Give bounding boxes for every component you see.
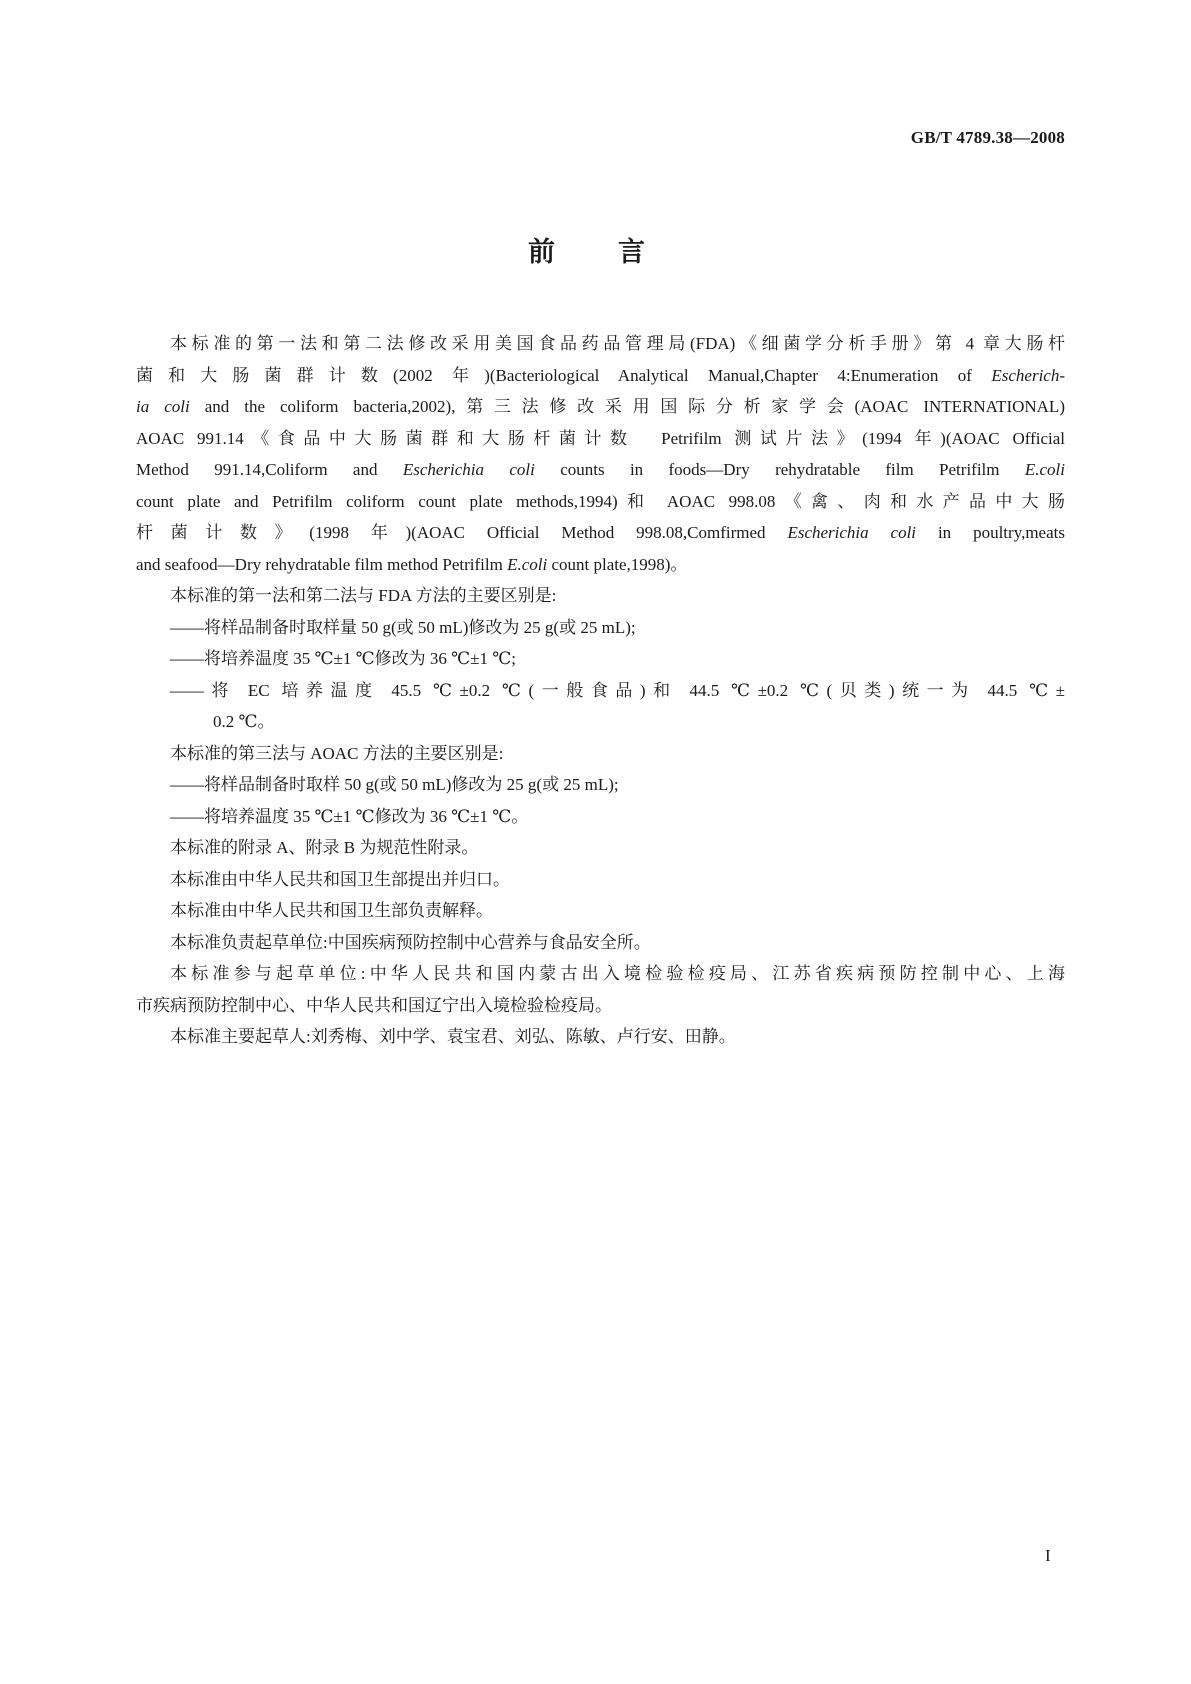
text-segment: 本标准的附录 A、附录 B 为规范性附录。 (170, 838, 479, 857)
text-line (136, 643, 1065, 675)
text-segment: 杆菌计数》(1998 年)(AOAC Official Method 998.08,Comfirmed (136, 523, 788, 542)
text-segment: 本标准的第三法与 AOAC 方法的主要区别是: (170, 743, 504, 763)
text-line (136, 675, 1065, 707)
text-line (136, 927, 1065, 959)
text-line (136, 832, 1065, 864)
text-line (136, 895, 1065, 927)
text-segment: and the coliform bacteria,2002),第三法修改采用国际分析家学会(AOAC INTERNATIONAL) (189, 397, 1065, 416)
text-segment: Method 991.14,Coliform and (136, 460, 403, 479)
text-segment: 本标准由中华人民共和国卫生部提出并归口。 (170, 869, 510, 889)
standard-code: GB/T 4789.38—2008 (910, 128, 1065, 147)
text-segment: 市疾病预防控制中心、中华人民共和国辽宁出入境检验检疫局。 (136, 995, 612, 1015)
text-segment: 菌和大肠菌群计数(2002 年)(Bacteriological Analytical Manual,Chapter 4:Enumeration of (136, 365, 992, 385)
text-segment: 本标准负责起草单位:中国疾病预防控制中心营养与食品安全所。 (170, 932, 651, 952)
text-segment: 0.2 ℃。 (213, 712, 275, 731)
text-line (136, 549, 1065, 581)
text-line (136, 612, 1065, 644)
text-segment: ——将样品制备时取样量 50 g(或 50 mL)修改为 25 g(或 25 mL); (170, 617, 636, 637)
italic-text: ia coli (136, 397, 190, 416)
text-segment: in poultry,meats (916, 523, 1065, 542)
italic-text: Escherich- (991, 365, 1065, 385)
text-segment: count plate,1998)。 (547, 554, 688, 574)
text-line (136, 1021, 1065, 1053)
text-line (136, 958, 1065, 990)
page-number: I (1045, 1546, 1051, 1565)
text-line (136, 360, 1065, 392)
text-segment: count plate and Petrifilm coliform count plate methods,1994)和 AOAC 998.08《禽、肉和水产品中大肠 (136, 491, 1065, 511)
text-segment: 本标准由中华人民共和国卫生部负责解释。 (170, 901, 493, 920)
text-segment: 本标准的第一法和第二法修改采用美国食品药品管理局(FDA)《细菌学分析手册》第 4 章大肠杆 (170, 334, 1065, 353)
text-line (136, 486, 1065, 518)
text-line (136, 801, 1065, 833)
text-segment: and seafood—Dry rehydratable film method Petrifilm (136, 554, 508, 574)
text-line (136, 423, 1065, 455)
text-segment: ——将培养温度 35 ℃±1 ℃修改为 36 ℃±1 ℃; (170, 649, 516, 668)
page-title: 前 言 (528, 237, 663, 267)
italic-text: Escherichia coli (787, 523, 917, 542)
italic-text: Escherichia coli (402, 460, 535, 479)
text-line (136, 864, 1065, 896)
italic-text: E.coli (1024, 460, 1065, 479)
text-segment: counts in foods—Dry rehydratable film Petrifilm (534, 460, 1025, 479)
text-segment: 本标准的第一法和第二法与 FDA 方法的主要区别是: (170, 586, 557, 605)
text-line (136, 990, 1065, 1022)
text-segment: ——将培养温度 35 ℃±1 ℃修改为 36 ℃±1 ℃。 (170, 806, 529, 826)
text-segment: 本标准参与起草单位:中华人民共和国内蒙古出入境检验检疫局、江苏省疾病预防控制中心、上海 (170, 964, 1065, 983)
text-segment: ——将 EC 培养温度 45.5 ℃±0.2 ℃(一般食品)和 44.5 ℃±0.2 ℃(贝类)统一为 44.5 ℃± (170, 680, 1065, 700)
text-segment: AOAC 991.14《食品中大肠菌群和大肠杆菌计数 Petrifilm 测试片法》(1994 年)(AOAC Official (136, 428, 1065, 448)
text-line (136, 391, 1065, 423)
foreword-body (136, 328, 1065, 1053)
text-line (136, 769, 1065, 801)
italic-text: E.coli (507, 554, 548, 574)
text-line (136, 517, 1065, 549)
text-segment: ——将样品制备时取样 50 g(或 50 mL)修改为 25 g(或 25 mL); (170, 775, 619, 794)
text-line (136, 738, 1065, 770)
text-line (136, 328, 1065, 360)
text-segment: 本标准主要起草人:刘秀梅、刘中学、袁宝君、刘弘、陈敏、卢行安、田静。 (170, 1027, 736, 1046)
text-line (136, 706, 1065, 738)
text-line (136, 580, 1065, 612)
text-line (136, 454, 1065, 486)
